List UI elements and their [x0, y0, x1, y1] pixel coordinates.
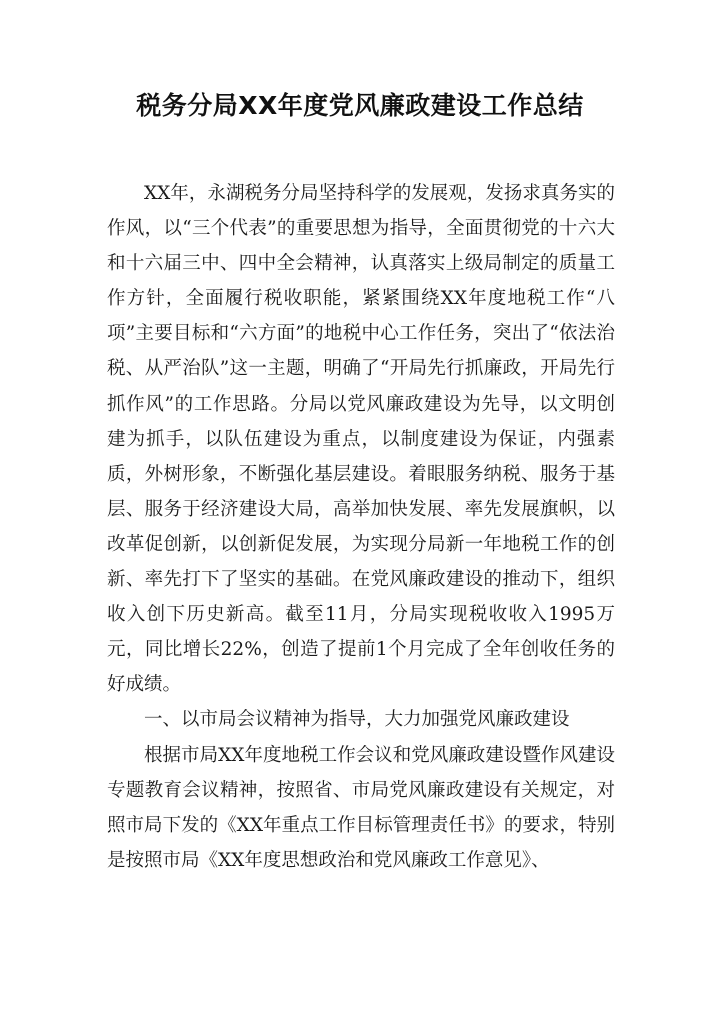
- section-heading: 一、以市局会议精神为指导，大力加强党风廉政建设: [144, 709, 570, 731]
- document-title: 税务分局XX年度党风廉政建设工作总结: [136, 91, 584, 120]
- section-paragraph: 根据市局XX年度地税工作会议和党风廉政建设暨作风建设专题教育会议精神，按照省、市局党风廉政建设有关规定，对照市局下发的《XX年重点工作目标管理责任书》的要求，特别是按照市局《XX年度思想政治和党风廉政工作意见》、: [107, 744, 615, 871]
- intro-paragraph: XX年，永湖税务分局坚持科学的发展观，发扬求真务实的作风，以“三个代表”的重要思想为指导，全面贯彻党的十六大和十六届三中、四中全会精神，认真落实上级局制定的质量工作方针，全面履行税收职能，紧紧围绕XX年度地税工作“八项”主要目标和“六方面”的地税中心工作任务，突出了“依法治税、从严治队”这一主题，明确了“开局先行抓廉政，开局先行抓作风”的工作思路。分局以党风廉政建设为先导，以文明创建为抓手，以队伍建设为重点，以制度建设为保证，内强素质，外树形象，不断强化基层建设。着眼服务纳税、服务于基层、服务于经济建设大局，高举加快发展、率先发展旗帜，以改革促创新，以创新促发展，为实现分局新一年地税工作的创新、率先打下了坚实的基础。在党风廉政建设的推动下，组织收入创下历史新高。截至11月，分局实现税收收入1995万元，同比增长22%，创造了提前1个月完成了全年创收任务的好成绩。: [107, 183, 615, 696]
- document-body: [107, 176, 615, 878]
